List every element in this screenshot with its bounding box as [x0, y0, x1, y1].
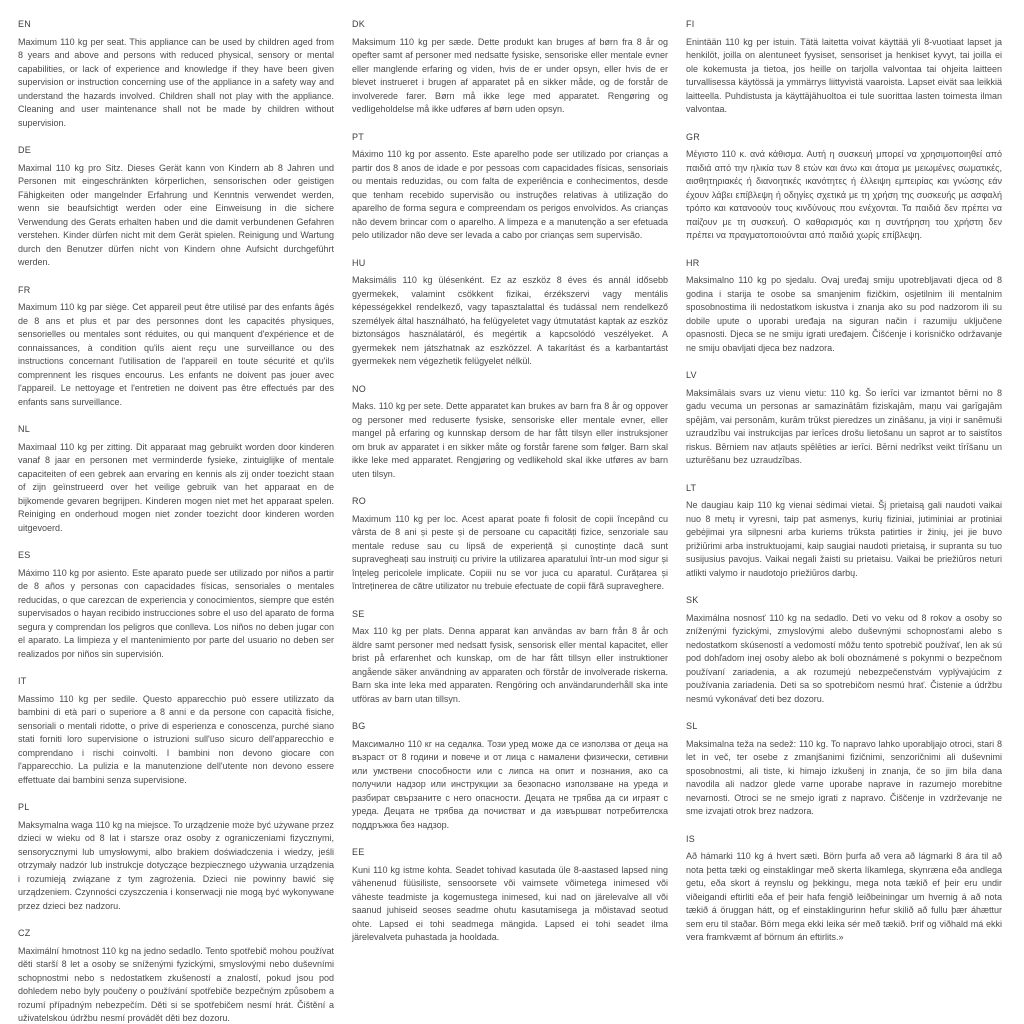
language-code: PT — [352, 131, 364, 142]
language-code: EN — [18, 19, 31, 29]
language-code: HU — [352, 257, 366, 268]
language-code: DE — [18, 145, 31, 155]
language-code: CZ — [18, 928, 31, 938]
language-text: Maks. 110 kg per sete. Dette apparatet kan brukes av barn fra 8 år og oppover og personer med reduserte fysiske, sensoriske eller mentale evner, eller mangel på erfaring og kunnskap dersom de har fått tilsyn eller instruksjoner om bruk av apparatet i en sikker måte og forstår farene som følger. Barn skal ikke leke med apparatet. Rengjøring og vedlikehold skal ikke utføres av barn uten tilsyn. — [352, 401, 668, 479]
language-code: HR — [686, 257, 700, 268]
language-code: NO — [352, 383, 366, 394]
language-section-ro — [352, 495, 668, 594]
language-text: Kuni 110 kg istme kohta. Seadet tohivad kasutada üle 8-aastased lapsed ning vähenenud füüsiliste, sensoorsete või vaimsete võimetega inimesed või väheste teadmiste ja kogemustega inimesed, kui nad on järelevalve all või saanud juhiseid seoses seadme ohutu kasutamisega ja mõistavad seotud ohte. Lapsed ei tohi seadmega mängida. Lapsed ei tohi seadet ilma järelevalveta puhastada ja hooldada. — [352, 864, 668, 942]
language-section-es — [18, 549, 334, 661]
language-code: SK — [686, 595, 699, 605]
language-section-fr — [18, 284, 334, 410]
language-section-pl — [18, 801, 334, 913]
language-section-ee — [352, 846, 668, 945]
language-text: Maximal 110 kg pro Sitz. Dieses Gerät kann von Kindern ab 8 Jahren und Personen mit eingeschränkten körperlichen, sensorischen oder geistigen Fähigkeiten oder mangelnder Erfahrung und Kenntnis verwendet werden, wenn sie beaufsichtigt werden oder eine Einweisung in die sichere Verwendung des Gerats erhalten haben und die damit verbundenen Gefahren verstehen. Kinder dürfen nicht mit dem Gerät spielen. Reinigung und Wartung durch den Benutzer dürfen nicht von Kindern ohne Aufsicht durchgeführt werden. — [18, 162, 334, 267]
language-section-is — [686, 833, 1002, 945]
language-text: Maksimum 110 kg per sæde. Dette produkt kan bruges af børn fra 8 år og opefter samt af personer med nedsatte fysiske, sensoriske eller mentale evner eller manglende erfaring og viden, hvis de er under opsyn, eller hvis de er blevet instrueret i brugen af apparatet på en sikker måde, og de forstår de involverede farer. Børn må ikke lege med apparatet. Rengøring og vedligeholdelse må ikke udføres af børn uden opsyn. — [352, 36, 668, 114]
language-section-fi — [686, 18, 1002, 117]
language-section-it — [18, 675, 334, 787]
language-section-no — [352, 383, 668, 482]
language-text: Μέγιστο 110 κ. ανά κάθισμα. Αυτή η συσκευή μπορεί να χρησιμοποιηθεί από παιδιά από την ηλικία των 8 ετών και άνω και άτομα με μειωμένες σωματικές, αισθητηριακές ή διανοητικές ικανότητες ή έλλειψη εμπειρίας και γνώσης εάν έχουν λάβει επίβλεψη ή οδηγίες σχετικά με τη χρήση της συσκευής με ασφαλή τρόπο και κατανοούν τους κινδύνους που ενέχονται. Τα παιδιά δεν πρέπει να παίζουν με τη συσκευή. Ο καθαρισμός και η συντήρηση του χρήστη δεν πρέπει να πραγματοποιούνται από παιδιά χωρίς επίβλεψη. — [686, 149, 1002, 240]
language-text: Max 110 kg per plats. Denna apparat kan användas av barn från 8 år och äldre samt personer med nedsatt fysisk, sensorisk eller mental kapacitet, eller brist på erfarenhet och kunskap, om de har fått tillsyn eller instruktioner angående säker användning av apparaten och förstår de involverade riskerna. Barn ska inte leka med apparaten. Rengöring och användarunderhåll ska inte utföras av barn utan tillsyn. — [352, 626, 668, 704]
language-code: IS — [686, 833, 695, 844]
language-section-nl — [18, 423, 334, 535]
language-text: Maksimális 110 kg ülésenként. Ez az eszköz 8 éves és annál idősebb gyermekek, valamint csökkent fizikai, érzékszervi vagy mentális képességekkel rendelkező, vagy tapasztalattal és tudással nem rendelkező személyek által használható, ha felügyeletet vagy útmutatást kaptak az eszköz biztonságos használatáról, és megértik a kapcsolódó veszélyeket. A gyermekek nem játszhatnak az eszközzel. A takarítást és a karbantartást gyermekek nem végezhetik felügyelet nélkül. — [352, 275, 668, 366]
language-text: Maksimālais svars uz vienu vietu: 110 kg. Šo ierīci var izmantot bērni no 8 gadu vecuma un personas ar samazinātām fiziskajām, maņu vai garīgajām spējām, vai personām, kurām trūkst pieredzes un zināšanu, ja viņi ir sanēmuši uzraudzību vai instrukcijas par ierīces drošu lietošanu un saprot ar to saistītos riskus. Bērniem nav atļauts spēlēties ar ierīci. Bērni nedrīkst veikt tīrīšanu un uzturēšanu bez uzraudzības. — [686, 387, 1002, 465]
language-code: NL — [18, 424, 30, 434]
column-3 — [686, 18, 1002, 1024]
language-text: Massimo 110 kg per sedile. Questo apparecchio può essere utilizzato da bambini di età pari o superiore a 8 anni e da persone con capacità fisiche, sensoriali o mentali ridotte, o prive di esperienza e conoscenza, purché siano stati forniti loro supervisione o istruzioni sull'uso sicuro dell'apparecchio e comprendano i rischi coinvolti. I bambini non devono giocare con l'apparecchio. La pulizia e la manutenzione dell'utente non devono essere effettuate dai bambini senza supervisione. — [18, 693, 334, 785]
language-text: Maximálna nosnosť 110 kg na sedadlo. Deti vo veku od 8 rokov a osoby so zníženými fyzickými, zmyslovými alebo duševnými schopnosťami alebo s nedostatkom skúseností a vedomostí môžu tento spotrebič používať, len ak sú pod dohľadom inej osoby alebo ak boli oboznámené s pokynmi o bezpečnom používaní zariadenia, a ak rozumejú nebezpečenstvám vyplývajúcim z používania zariadenia. Deti sa so spotrebičom nesmú hrať. Čistenie a údržbu nesmú vykonávať deti bez dozoru. — [686, 612, 1002, 704]
language-code: SL — [686, 721, 698, 731]
language-section-sl — [686, 720, 1002, 819]
language-section-cz — [18, 927, 334, 1024]
language-section-lv — [686, 369, 1002, 468]
language-code: RO — [352, 496, 366, 506]
language-section-en — [18, 18, 334, 130]
language-code: SE — [352, 608, 365, 619]
language-text: Maximum 110 kg per seat. This appliance can be used by children aged from 8 years and above and persons with reduced physical, sensory or mental capabilities, or lack of experience and knowledge if they have been given supervision or instruction concerning use of the appliance in a safety way and understand the hazards involved. Children shall not play with the appliance. Cleaning and user maintenance shall not be made by children without supervision. — [18, 36, 334, 128]
language-section-pt — [352, 131, 668, 243]
language-code: FR — [18, 284, 31, 295]
column-2 — [352, 18, 668, 1024]
language-code: DK — [352, 19, 365, 29]
language-text: Maximum 110 kg par siège. Cet appareil peut être utilisé par des enfants âgés de 8 ans et plus et par des personnes dont les capacités physiques, sensorielles ou mentales sont réduites, ou qui manquent d'expérience et de connaissances, à condition qu'ils aient reçu une surveillance ou des instructions concernant l'utilisation de l'appareil en toute sécurité et qu'ils comprennent les risques encourus. Les enfants ne doivent pas jouer avec l'appareil. Le nettoyage et l'entretien ne doivent pas être effectués par des enfants sans surveillance. — [18, 302, 334, 407]
language-code: EE — [352, 847, 365, 857]
language-text: Maksymalna waga 110 kg na miejsce. To urządzenie może być używane przez dzieci w wieku od 8 lat i starsze oraz osoby z ograniczeniami fizycznymi, sensorycznymi lub umysłowymi, albo brakiem doświadczenia i wiedzy, jeśli otrzymały nadzór lub instrukcje dotyczące bezpiecznego używania urządzenia i rozumieją związane z tym zagrożenia. Dzieci nie powinny bawić się urządzeniem. Czynności czyszczenia i konserwacji nie mogą być wykonywane przez dzieci bez nadzoru. — [18, 819, 334, 911]
language-text: Ne daugiau kaip 110 kg vienai sėdimai vietai. Šį prietaisą gali naudoti vaikai nuo 8 metų ir vyresni, taip pat asmenys, kurių fiziniai, jutiminiai ar protiniai gebėjimai yra silpnesni arba kuriems trūksta patirties ir žinių, jei jie buvo prižiūrimi arba instruktuojami, kaip saugiai naudoti prietaisą, ir supranta su tuo susijusius pavojus. Vaikai negali žaisti su prietaisu. Vaikai be priežiūros neturi atlikti valymo ir naudotojo priežiūros darbų. — [686, 500, 1002, 578]
language-code: IT — [18, 676, 27, 686]
language-section-gr — [686, 131, 1002, 243]
language-text: Максимално 110 кг на седалка. Този уред може да се използва от деца на възраст от 8 години и повече и от лица с намалени физически, сетивни или умствени способности или с липса на опит и познания, ако са получили надзор или инструкции за безопасно използване на уреда и разбират свързаните с него опасности. Децата не трябва да си играят с уреда. Децата не трябва да почистват и да извършват потребителска поддръжка без надзор. — [352, 738, 668, 830]
language-section-se — [352, 608, 668, 707]
language-text: Enintään 110 kg per istuin. Tätä laitetta voivat käyttää yli 8-vuotiaat lapset ja henkilöt, joilla on alentuneet fyysiset, sensoriset ja henkiset kyvyt, tai joilla ei ole kokemusta ja tietoa, jos heille on tarjolla valvontaa tai ohjeita laitteen turvallisessa käytössä ja ymmärrys liittyvistä vaaroista. Lapset eivät saa leikkiä laitteella. Puhdistusta ja käyttäjähuoltoa ei tule suorittaa lasten toimesta ilman valvontaa. — [686, 36, 1002, 114]
language-text: Að hámarki 110 kg á hvert sæti. Börn þurfa að vera að lágmarki 8 ára til að nota þetta tæki og einstaklingar með skerta líkamlega, skynræna eða andlega getu, eða skort á reynslu og þekkingu, mega nota tækið ef þeir eru undir viðeigandi eftirliti eða ef þeir hafa fengið leiðbeiningar um hvernig á að nota tækið á öruggan hátt, og ef einstaklingurinn hefur skilið að fullu þær áhættur sem eru til staðar. Börn mega ekki leika sér með tækið. Þrif og viðhald má ekki vera framkvæmt af börnum án eftirlits.» — [686, 851, 1002, 942]
language-text: Máximo 110 kg por assento. Este aparelho pode ser utilizado por crianças a partir dos 8 anos de idade e por pessoas com capacidades físicas, sensoriais ou mentais reduzidas, ou com falta de experiência e conhecimentos, desde que tenham recebido supervisão ou instruções relativas à utilização do aparelho de forma segura e compreendam os perigos envolvidos. As crianças não devem brincar com o aparelho. A limpeza e a manutenção a ser efetuada pelo utilizador não deve ser levada a cabo por crianças sem supervisão. — [352, 149, 668, 240]
language-section-de — [18, 144, 334, 270]
language-code: FI — [686, 19, 695, 29]
language-text: Maximaal 110 kg per zitting. Dit apparaat mag gebruikt worden door kinderen vanaf 8 jaar en personen met verminderde fysieke, zintuiglijke of mentale capaciteiten of een gebrek aan ervaring en kennis als zij onder toezicht staan of zijn geïnstrueerd over het veilige gebruik van het apparaat en de bijkomende gevaren begrijpen. Kinderen mogen niet met het apparaat spelen. Reiniging en onderhoud mogen niet zonder toezicht door kinderen worden uitgevoerd. — [18, 441, 334, 533]
language-section-hr — [686, 257, 1002, 356]
language-section-lt — [686, 482, 1002, 581]
language-code: BG — [352, 721, 366, 731]
language-text: Máximo 110 kg por asiento. Este aparato puede ser utilizado por niños a partir de 8 años y personas con capacidades físicas, sensoriales o mentales reducidas, o que carezcan de experiencia y conocimientos, siempre que estén supervisados o hayan recibido instrucciones sobre el uso del aparato de forma segura y comprendan los peligros que conlleva. Los niños no deben jugar con el aparato. La limpieza y el mantenimiento por parte del usuario no deben ser realizados por niños sin supervisión. — [18, 567, 334, 659]
language-code: LV — [686, 370, 697, 380]
language-code: PL — [18, 802, 30, 812]
language-section-bg — [352, 720, 668, 832]
language-text: Maksimalna teža na sedež: 110 kg. To napravo lahko uporabljajo otroci, stari 8 let in več, ter osebe z zmanjšanimi fizičnimi, senzoričnimi ali duševnimi sposobnostmi, ali tiste, ki himajo izkušenj in znanja, če so jim bila dana navodila ali nadzor glede varne uporabe naprave in razumejo morebitne nevarnosti. Otroci se ne smejo igrati z napravo. Čiščenje in vzdrževanje ne sme izvajati otrok brez nadzora. — [686, 738, 1002, 816]
language-text: Maksimalno 110 kg po sjedalu. Ovaj uređaj smiju upotrebljavati djeca od 8 godina i starija te osobe sa smanjenim fizičkim, osjetilnim ili mentalnim sposobnostima ili nedostatkom iskustva i znanja ako su pod nadzorom ili su dobile upute o uporabi uređaja na siguran način i razumiju uključene opasnosti. Djeca se ne smiju igrati uređajem. Čišćenje i korisničko održavanje ne smiju obavljati djeca bez nadzora. — [686, 275, 1002, 353]
language-section-dk — [352, 18, 668, 117]
language-code: ES — [18, 550, 31, 560]
language-section-sk — [686, 594, 1002, 706]
language-code: GR — [686, 131, 700, 142]
language-text: Maximální hmotnost 110 kg na jedno sedadlo. Tento spotřebič mohou používat děti starší 8 let a osoby se sníženými fyzickými, smyslovými nebo duševními schopnostmi nebo s nedostatkem zkušeností a znalostí, pokud jsou pod dohledem nebo byly poučeny o používání spotřebiče bezpečným způsobem a rozumí případným nebezpečím. Děti si se spotřebičem nesmí hrát. Čištění a uživatelskou údržbu nesmí provádět děti bez dozoru. — [18, 945, 334, 1023]
language-code: LT — [686, 482, 697, 493]
column-1 — [18, 18, 334, 1024]
language-section-hu — [352, 257, 668, 369]
language-text: Maximum 110 kg per loc. Acest aparat poate fi folosit de copii începând cu vârsta de 8 ani și peste și de persoane cu capacități fizice, senzoriale sau mentale reduse sau cu lipsă de experiență și cunoștințe dacă sunt supravegheați sau instruiți cu privire la utilizarea aparatului într-un mod sigur și înțeleg pericolele implicate. Copiii nu se vor juca cu aparatul. Curățarea și întreținerea de către utilizator nu trebuie efectuate de copii fără supraveghere. — [352, 513, 668, 591]
